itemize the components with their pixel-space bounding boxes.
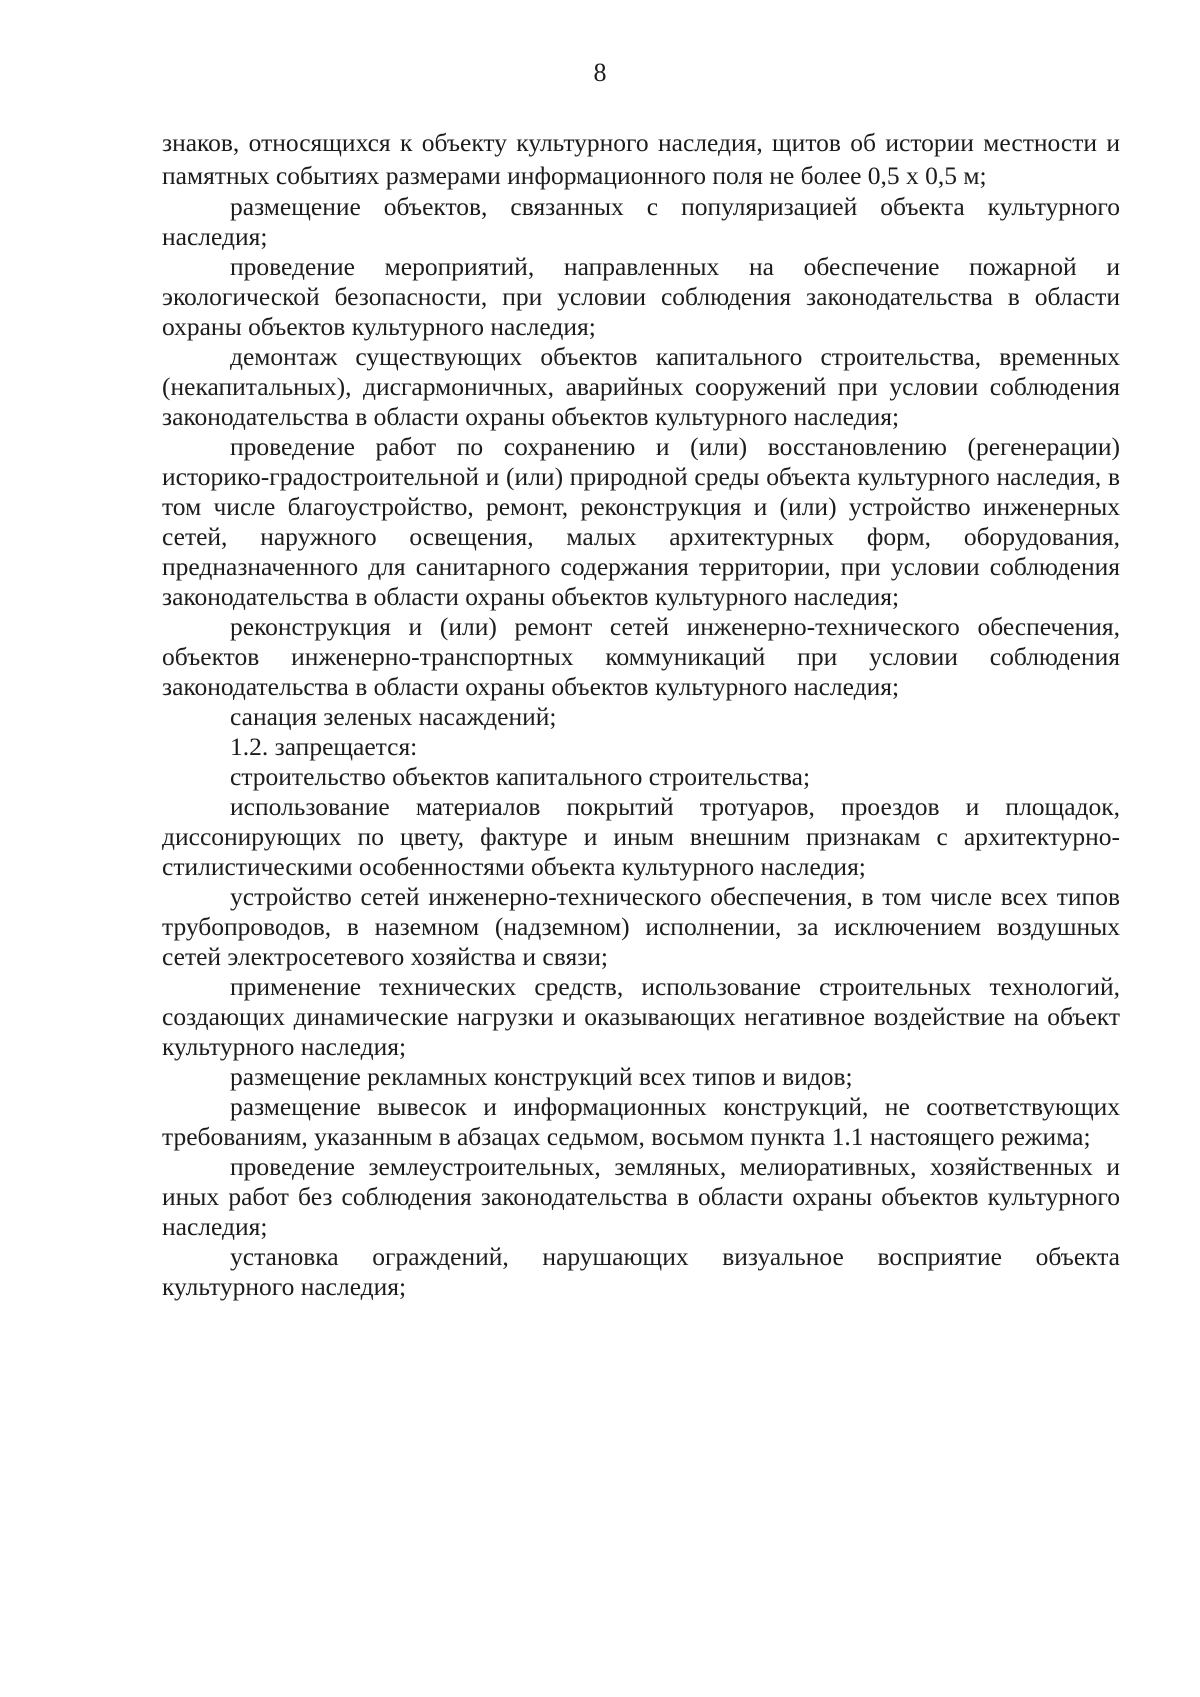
paragraph-signboards-ban: размещение вывесок и информационных конструкций, не соответствующих требованиям, указанным в абзацах седьмом, восьмом пункта 1.1 настоящего режима;: [162, 1092, 1120, 1151]
paragraph-earthworks-ban: проведение землеустроительных, земляных, мелиоративных, хозяйственных и иных работ без соблюдения законодательства в области охраны объектов культурного наследия;: [162, 1152, 1120, 1241]
paragraph-dissonant-materials-ban: использование материалов покрытий тротуаров, проездов и площадок, диссонирующих по цвету, фактуре и иным внешним признакам с архитектурно-стилистическими особенностями объекта культурного наследия;: [162, 792, 1120, 881]
paragraph-environment-restoration: проведение работ по сохранению и (или) восстановлению (регенерации) историко-градостроительной и (или) природной среды объекта культурного наследия, в том числе благоустройство, ремонт, реконструкция и (или) устройство инженерных сетей, наружного освещения, малых архитектурных форм, оборудования, предназначенного для санитарного содержания территории, при условии соблюдения законодательства в области охраны объектов культурного наследия;: [162, 432, 1120, 611]
paragraph-fences-ban: установка ограждений, нарушающих визуальное восприятие объекта культурного наследия;: [162, 1242, 1120, 1301]
paragraph-fire-ecological-safety: проведение мероприятий, направленных на обеспечение пожарной и экологической безопасности, при условии соблюдения законодательства в области охраны объектов культурного наследия;: [162, 252, 1120, 341]
page-number: 8: [593, 58, 607, 87]
paragraph-capital-construction-ban: строительство объектов капитального строительства;: [230, 762, 811, 791]
document-body: [162, 126, 1120, 1302]
paragraph-popularization-objects: размещение объектов, связанных с популяризацией объекта культурного наследия;: [162, 192, 1120, 251]
paragraph-green-sanitation: санация зеленых насаждений;: [230, 702, 557, 731]
paragraph-dismantling-structures: демонтаж существующих объектов капитального строительства, временных (некапитальных), дисгармоничных, аварийных сооружений при условии соблюдения законодательства в области охраны объектов культурного наследия;: [162, 342, 1120, 431]
paragraph-engineering-networks-repair: реконструкция и (или) ремонт сетей инженерно-технического обеспечения, объектов инженерно-транспортных коммуникаций при условии соблюдения законодательства в области охраны объектов культурного наследия;: [162, 612, 1120, 701]
paragraph-prohibited-heading: 1.2. запрещается:: [230, 732, 418, 761]
paragraph-advertising-ban: размещение рекламных конструкций всех типов и видов;: [230, 1062, 853, 1091]
paragraph-dynamic-loads-ban: применение технических средств, использование строительных технологий, создающих динамические нагрузки и оказывающих негативное воздействие на объект культурного наследия;: [162, 972, 1120, 1061]
paragraph-above-ground-networks-ban: устройство сетей инженерно-технического обеспечения, в том числе всех типов трубопроводов, в наземном (надземном) исполнении, за исключением воздушных сетей электросетевого хозяйства и связи;: [162, 882, 1120, 971]
paragraph-signs-continuation: знаков, относящихся к объекту культурного наследия, щитов об истории местности и памятных событиях размерами информационного поля не более 0,5 х 0,5 м;: [162, 128, 1120, 190]
